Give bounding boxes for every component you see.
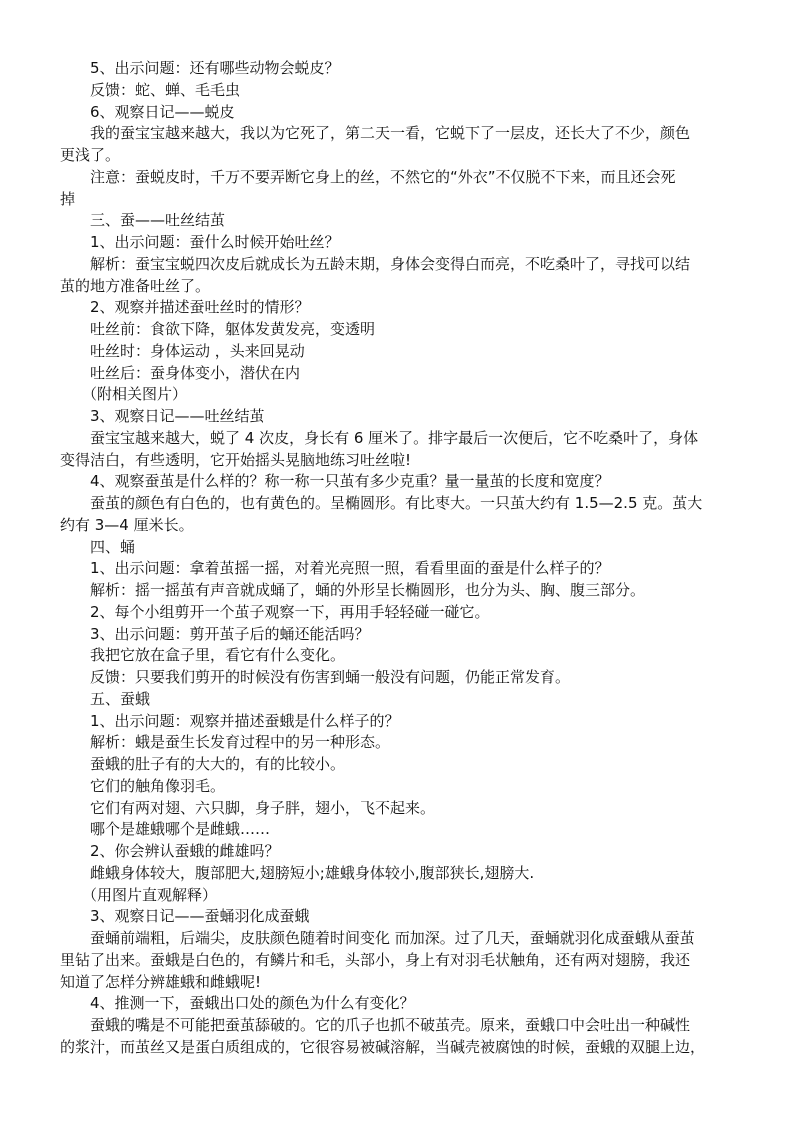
text-line: 反馈：只要我们剪开的时候没有伤害到蛹一般没有问题，仍能正常发育。	[90, 668, 571, 686]
text-line: 蚕蛾的肚子有的大大的，有的比较小。	[90, 755, 346, 773]
text-line: 4、观察蚕茧是什么样的？称一称一只茧有多少克重？量一量茧的长度和宽度？	[90, 472, 610, 491]
text-line: 解析：蛾是蚕生长发育过程中的另一种形态。	[90, 733, 391, 752]
text-line: 6、观察日记——蜕皮	[90, 102, 235, 121]
text-line: 更浅了。	[60, 146, 121, 164]
section-heading: 三、蚕——吐丝结茧	[90, 211, 226, 230]
text-line: 吐丝后：蚕身体变小，潜伏在内	[90, 363, 301, 382]
text-line: 5、出示问题：还有哪些动物会蜕皮？	[90, 59, 340, 77]
text-line: 蚕宝宝越来越大，蜕了 4 次皮，身长有 6 厘米了。排字最后一次便后，它不吃桑叶了，身体	[90, 428, 699, 447]
text-line: 哪个是雄蛾哪个是雌蛾……	[90, 820, 271, 839]
text-line: （附相关图片）	[82, 385, 188, 404]
text-line: 1、出示问题：拿着茧摇一摇，对着光亮照一照，看看里面的蚕是什么样子的？	[90, 559, 610, 578]
text-line: 变得洁白，有些透明，它开始摇头晃脑地练习吐丝啦!	[60, 450, 412, 469]
text-line: 里钻了出来。蚕蛾是白色的，有鳞片和毛，头部小，身上有对羽毛状触角，还有两对翅膀，我还	[60, 950, 691, 969]
text-line: 我的蚕宝宝越来越大，我以为它死了，第二天一看，它蜕下了一层皮，还长大了不少，颜色	[90, 124, 691, 143]
text-line: （用图片直观解释）	[82, 885, 218, 904]
text-line: 2、观察并描述蚕吐丝时的情形？	[90, 298, 310, 317]
text-line: 蚕蛾的嘴是不可能把蚕茧舔破的。它的爪子也抓不破茧壳。原来，蚕蛾口中会吐出一种碱性	[90, 1016, 691, 1034]
text-line: 知道了怎样分辨雄蛾和雌蛾呢!	[60, 972, 262, 991]
text-line: 吐丝时：身体运动 ，头来回晃动	[90, 341, 305, 360]
text-line: 蚕蛹前端粗，后端尖，皮肤颜色随着时间变化 而加深。过了几天，蚕蛹就羽化成蚕蛾从蚕茧	[90, 929, 695, 947]
text-line: 蚕茧的颜色有白色的，也有黄色的。呈椭圆形。有比枣大。一只茧大约有 1.5—2.5 克。茧大	[90, 494, 703, 512]
text-line: 2、你会辨认蚕蛾的雌雄吗？	[90, 842, 280, 860]
text-line: 1、出示问题：观察并描述蚕蛾是什么样子的？	[90, 711, 400, 730]
text-line: 3、观察日记——吐丝结茧	[90, 407, 265, 425]
text-line: 它们有两对翅、六只脚，身子胖，翅小，飞不起来。	[90, 798, 436, 817]
text-line: 注意：蚕蜕皮时，千万不要弄断它身上的丝，不然它的“外衣”不仅脱不下来，而且还会死	[90, 167, 676, 186]
text-line: 3、出示问题：剪开茧子后的蛹还能活吗？	[90, 624, 370, 643]
text-line: 我把它放在盒子里，看它有什么变化。	[90, 646, 346, 665]
text-line: 2、每个小组剪开一个茧子观察一下，再用手轻轻碰一碰它。	[90, 602, 490, 621]
text-line: 茧的地方准备吐丝了。	[60, 276, 211, 295]
text-line: 雌蛾身体较大，腹部肥大,翅膀短小;雄蛾身体较小,腹部狭长,翅膀大.	[90, 863, 535, 882]
section-heading: 五、蚕蛾	[90, 689, 151, 708]
text-line: 吐丝前：食欲下降，躯体发黄发亮，变透明	[90, 320, 376, 338]
text-line: 反馈：蛇、蝉、毛毛虫	[90, 80, 241, 99]
text-line: 它们的触角像羽毛。	[90, 776, 226, 795]
text-line: 解析：蚕宝宝蜕四次皮后就成长为五龄末期，身体会变得白而亮，不吃桑叶了，寻找可以结	[90, 254, 691, 273]
text-line: 3、观察日记——蚕蛹羽化成蚕蛾	[90, 907, 310, 926]
text-line: 的浆汁，而茧丝又是蛋白质组成的，它很容易被碱溶解，当碱壳被腐蚀的时候，蚕蛾的双腿上边，	[60, 1037, 706, 1056]
document-page	[60, 58, 740, 1059]
text-line: 1、出示问题：蚕什么时候开始吐丝？	[90, 233, 340, 251]
text-line: 4、推测一下，蚕蛾出口处的颜色为什么有变化？	[90, 994, 415, 1013]
text-line: 掉	[60, 189, 76, 208]
text-line: 约有 3—4 厘米长。	[60, 515, 194, 534]
text-line: 解析：摇一摇茧有声音就成蛹了，蛹的外形呈长椭圆形，也分为头、胸、腹三部分。	[90, 581, 646, 599]
section-heading: 四、蛹	[90, 537, 136, 556]
